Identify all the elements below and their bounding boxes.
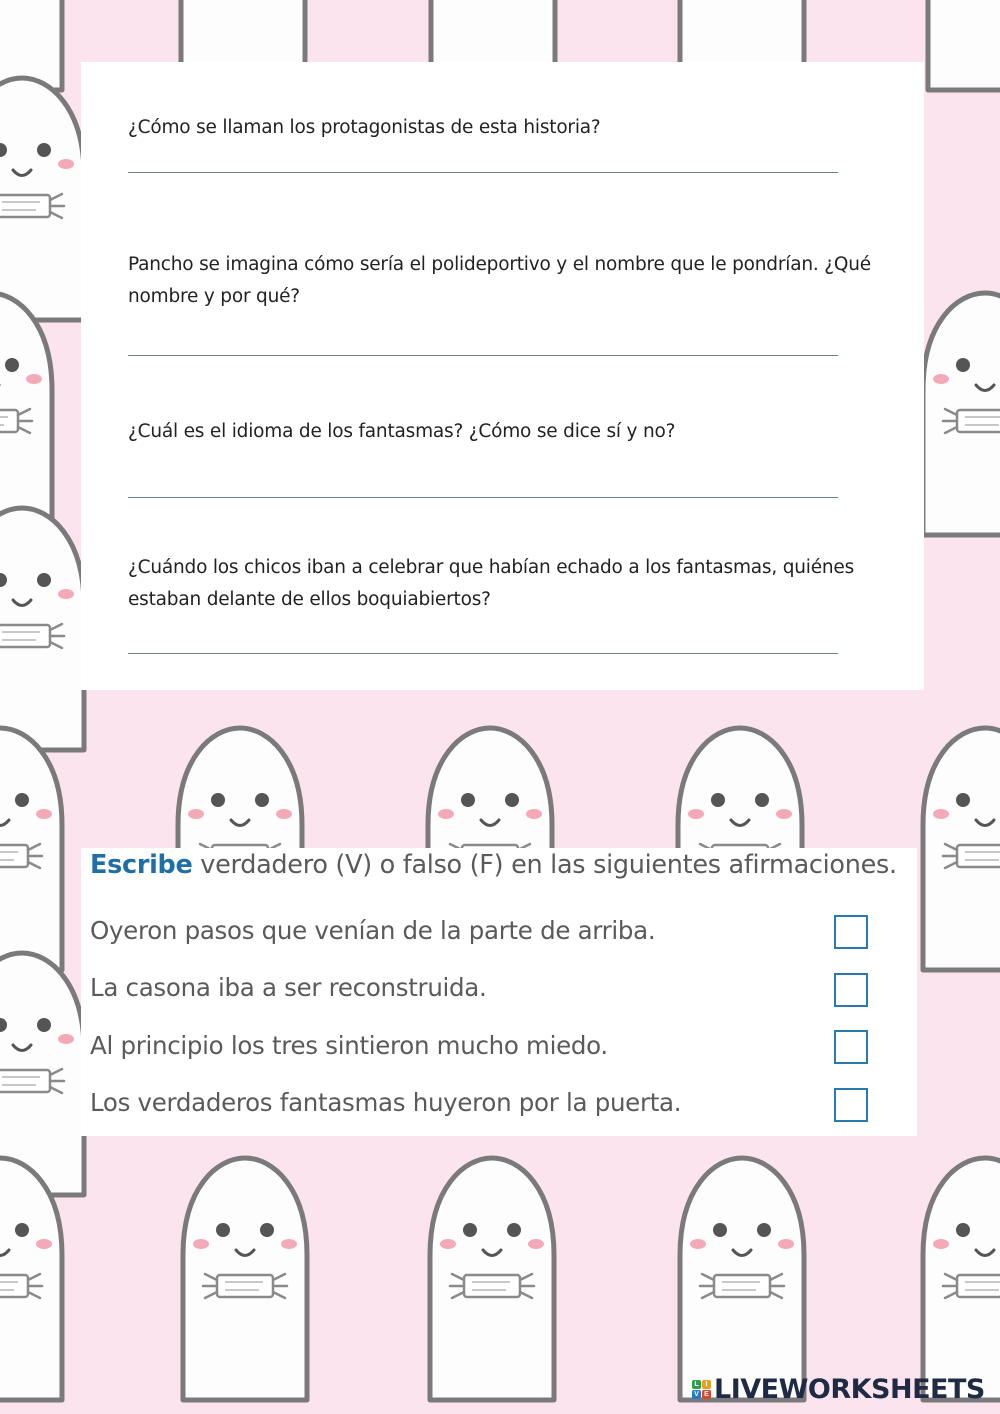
question-2-text: Pancho se imagina cómo sería el polideportivo y el nombre que le pondrían. ¿Qué nombre y por qué?	[128, 254, 871, 307]
statement-3-answer-box[interactable]	[834, 1030, 868, 1064]
ghost-icon	[923, 293, 1000, 535]
ghost-icon	[923, 728, 1000, 970]
logo-letter: I	[702, 1380, 711, 1389]
true-false-instructions	[90, 850, 897, 880]
statement-3-text: Al principio los tres sintieron mucho miedo.	[90, 1031, 608, 1060]
question-1-answer-field[interactable]	[128, 150, 838, 173]
statement-2-answer-box[interactable]	[834, 973, 868, 1007]
statement-4-text: Los verdaderos fantasmas huyeron por la puerta.	[90, 1088, 682, 1117]
logo-letter: L	[692, 1380, 701, 1389]
ghost-icon	[0, 728, 62, 970]
liveworksheets-mark-icon	[692, 1380, 711, 1399]
ghost-icon	[0, 293, 52, 535]
ghost-icon	[430, 1158, 554, 1400]
statement-1-answer-box[interactable]	[834, 915, 868, 949]
liveworksheets-logo	[692, 1374, 985, 1404]
ghost-icon	[923, 1158, 1000, 1400]
question-2-answer-field[interactable]	[128, 333, 838, 356]
statement-4-answer-box[interactable]	[834, 1088, 868, 1122]
statement-1-text: Oyeron pasos que venían de la parte de arriba.	[90, 916, 656, 945]
instruction-rest: verdadero (V) o falso (F) en las siguientes afirmaciones.	[192, 850, 897, 880]
instruction-verb: Escribe	[90, 850, 193, 880]
ghost-icon	[0, 508, 84, 750]
question-4-text: ¿Cuándo los chicos iban a celebrar que habían echado a los fantasmas, quiénes estaban delante de ellos boquiabiertos?	[128, 557, 855, 610]
question-3-text: ¿Cuál es el idioma de los fantasmas? ¿Cómo se dice sí y no?	[128, 421, 676, 442]
question-1-text: ¿Cómo se llaman los protagonistas de esta historia?	[128, 117, 601, 138]
logo-letter: V	[692, 1390, 701, 1399]
question-3-answer-field[interactable]	[128, 475, 838, 498]
question-4-answer-field[interactable]	[128, 631, 838, 654]
liveworksheets-wordmark: LIVEWORKSHEETS	[714, 1373, 985, 1405]
ghost-icon	[928, 0, 1000, 90]
logo-letter: E	[702, 1390, 711, 1399]
ghost-icon	[680, 1158, 804, 1400]
questions-card	[81, 62, 924, 690]
ghost-icon	[0, 78, 84, 320]
ghost-icon	[183, 1158, 307, 1400]
statement-2-text: La casona iba a ser reconstruida.	[90, 973, 487, 1002]
true-false-card	[81, 848, 917, 1136]
